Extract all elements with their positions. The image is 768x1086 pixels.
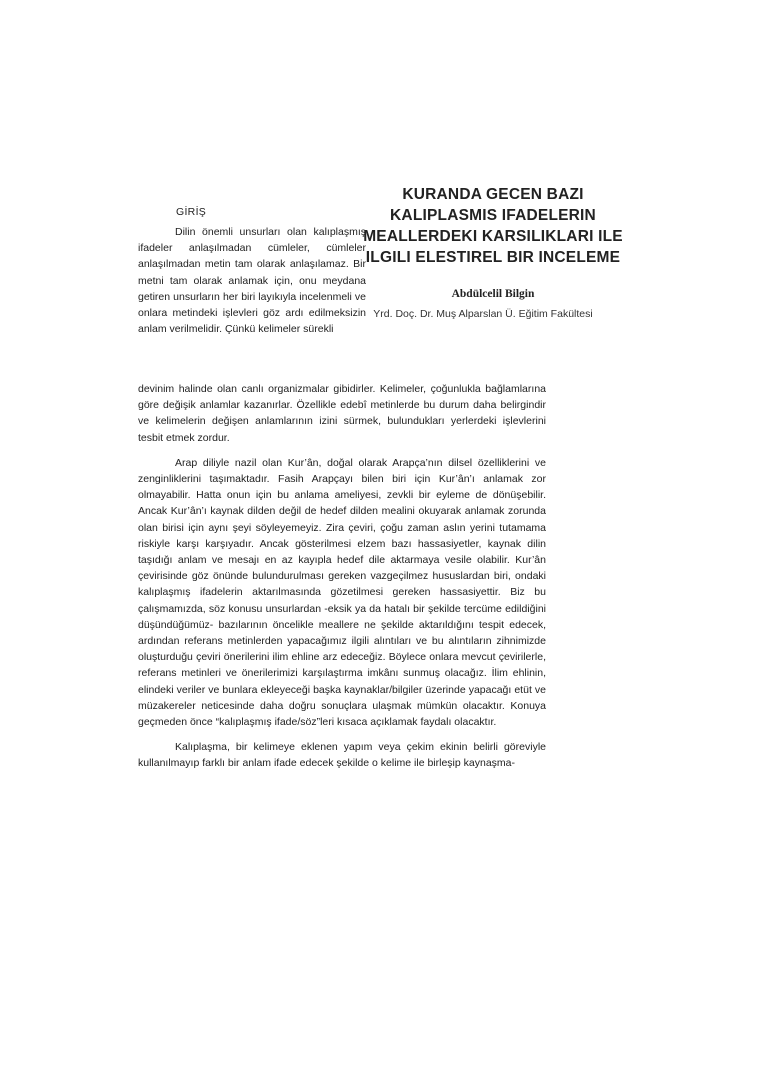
section-heading-giris: GİRİŞ (176, 206, 207, 218)
article-title: KURANDA GECEN BAZI KALIPLASMIS IFADELERIN MEALLERDEKI KARSILIKLARI ILE ILGILI ELESTIREL BIR INCELEME (363, 186, 623, 266)
author-name: Abdülcelil Bilgin (451, 288, 535, 300)
main-text (138, 381, 546, 772)
intro-column (138, 206, 366, 337)
body-paragraph-2: Arap diliyle nazil olan Kur’ân, doğal olarak Arapça’nın dilsel özelliklerini ve zenginliklerini taşımaktadır. Fasih Arapçayı bilen biri için Kur’ân’ı anlamak zor olmayabilir. Hatta onun için bu anlama ameliyesi, zevkli bir eyleme de dönüşebilir. Ancak Kur’ân’ı kaynak dilden değil de hedef dilden mealini okuyarak anlamak zorunda olan birisi için aynı şeyi söyleyemeyiz. Zira çeviri, çoğu zaman aslın yerini tutamama riskiyle karşı karşıyadır. Ancak gösterilmesi elzem bazı hassasiyetler, kaynak dilin taşıdığı anlam ve mesajı en az kayıpla hedef dile aktarmaya vesile olabilir. Kur’ân çevirisinde göz önünde bulundurulması gereken vazgeçilmez hususlardan biri, ondaki kalıplaşmış ifadelerin aktarılmasında gözetilmesi gereken hassasiyettir. Biz bu çalışmamızda, söz konusu unsurlardan -eksik ya da hatalı bir şekilde tercüme edildiğini düşündüğümüz- bazılarının öncelikle meallere ne şekilde aktarıldığını tespit edecek, ardından referans metinlerden yapacağımız ilgili alıntıları ve bu alıntıların zihnimizde oluşturduğu çeviri önerilerini ilim ehline arz edeceğiz. Böylece onlara mevcut çevirilerle, referans metinleri ve önerilerimizi karşılaştırma imkânı sunmuş olacağız. İlim ehlinin, elindeki veriler ve bunlara ekleyeceği başka kaynaklar/bilgiler üzerinde yapacağı etüt ve müzakereler neticesinde daha doğru sonuçlara ulaşmak mümkün olacaktır. Konuya geçmeden önce “kalıplaşmış ifade/söz”leri kısaca açıklamak faydalı olacaktır. (138, 456, 546, 729)
intro-paragraph: Dilin önemli unsurları olan kalıplaşmış ifadeler anlaşılmadan cümleler, cümleler anlaşılmadan metin tam olarak anlaşılamaz. Bir metni tam olarak anlamak için, onu meydana getiren unsurların her biri layıkıyla incelenmeli ve onlara metindeki işlevleri göz ardı edilmeksizin anlam verilmelidir. Çünkü kelimeler sürekli (138, 226, 366, 336)
intro-paragraph-continued: devinim halinde olan canlı organizmalar gibidirler. Kelimeler, çoğunlukla bağlamlarına göre değişik anlamlar kazanırlar. Özellikle edebî metinlerde bu durum daha belirgindir ve kelimelerin değişen anlamlarının izini sürmek, bulundukları yerlerdeki işlevlerini tesbit etmek zordur. (138, 383, 546, 444)
author-affiliation: Yrd. Doç. Dr. Muş Alparslan Ü. Eğitim Fakültesi (373, 308, 593, 320)
title-block (362, 184, 624, 320)
body-paragraph-3: Kalıplaşma, bir kelimeye eklenen yapım veya çekim ekinin belirli göreviyle kullanılmayıp farklı bir anlam ifade edecek şekilde o kelime ile birleşip kaynaşma- (138, 741, 546, 770)
